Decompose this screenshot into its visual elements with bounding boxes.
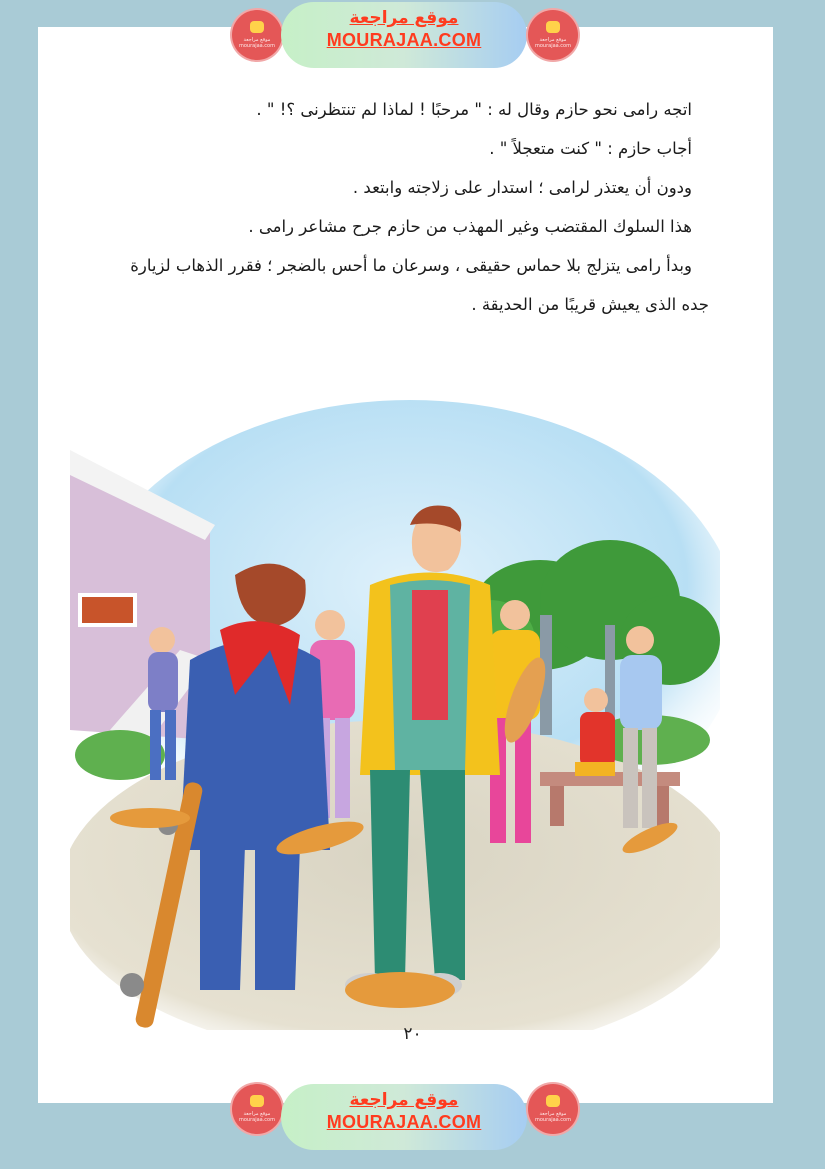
logo-emblem-icon	[250, 21, 264, 33]
logo-caption-url: mourajaa.com	[534, 1117, 571, 1123]
story-line: وبدأ رامى يتزلج بلا حماس حقيقى ، وسرعان ما أحس بالضجر ؛ فقرر الذهاب لزيارة	[130, 256, 692, 275]
story-line: اتجه رامى نحو حازم وقال له : " مرحبًا ! لماذا لم تنتظرنى ؟! " .	[256, 100, 692, 119]
logo-emblem-icon	[250, 1095, 264, 1107]
banner-url-link[interactable]: MOURAJAA.COM	[326, 1112, 482, 1132]
logo-caption-ar: موقع مراجعة	[539, 1111, 567, 1117]
story-line: جده الذى يعيش قريبًا من الحديقة .	[471, 295, 709, 314]
site-logo-icon[interactable]	[232, 10, 282, 60]
logo-caption-ar: موقع مراجعة	[539, 37, 567, 43]
site-banner-top[interactable]	[281, 2, 527, 68]
logo-caption-url: mourajaa.com	[238, 1117, 275, 1123]
logo-caption-ar: موقع مراجعة	[243, 1111, 271, 1117]
story-line: هذا السلوك المقتضب وغير المهذب من حازم جرح مشاعر رامى .	[248, 217, 692, 236]
logo-caption-url: mourajaa.com	[534, 43, 571, 49]
site-logo-icon[interactable]	[232, 1084, 282, 1134]
logo-emblem-icon	[546, 21, 560, 33]
site-banner-bottom[interactable]	[281, 1084, 527, 1150]
park-skateboard-illustration	[70, 400, 720, 1030]
banner-arabic-link[interactable]: موقع مراجعة	[349, 8, 459, 28]
story-text	[70, 90, 709, 324]
banner-url-link[interactable]: MOURAJAA.COM	[326, 30, 482, 50]
site-logo-icon[interactable]	[528, 10, 578, 60]
story-line: أجاب حازم : " كنت متعجلاً " .	[489, 139, 692, 158]
logo-emblem-icon	[546, 1095, 560, 1107]
banner-arabic-link[interactable]: موقع مراجعة	[349, 1090, 459, 1110]
logo-caption-url: mourajaa.com	[238, 43, 275, 49]
logo-caption-ar: موقع مراجعة	[243, 37, 271, 43]
site-logo-icon[interactable]	[528, 1084, 578, 1134]
story-line: ودون أن يعتذر لرامى ؛ استدار على زلاجته وابتعد .	[352, 178, 692, 197]
page-number: ٢٠	[403, 1024, 422, 1044]
